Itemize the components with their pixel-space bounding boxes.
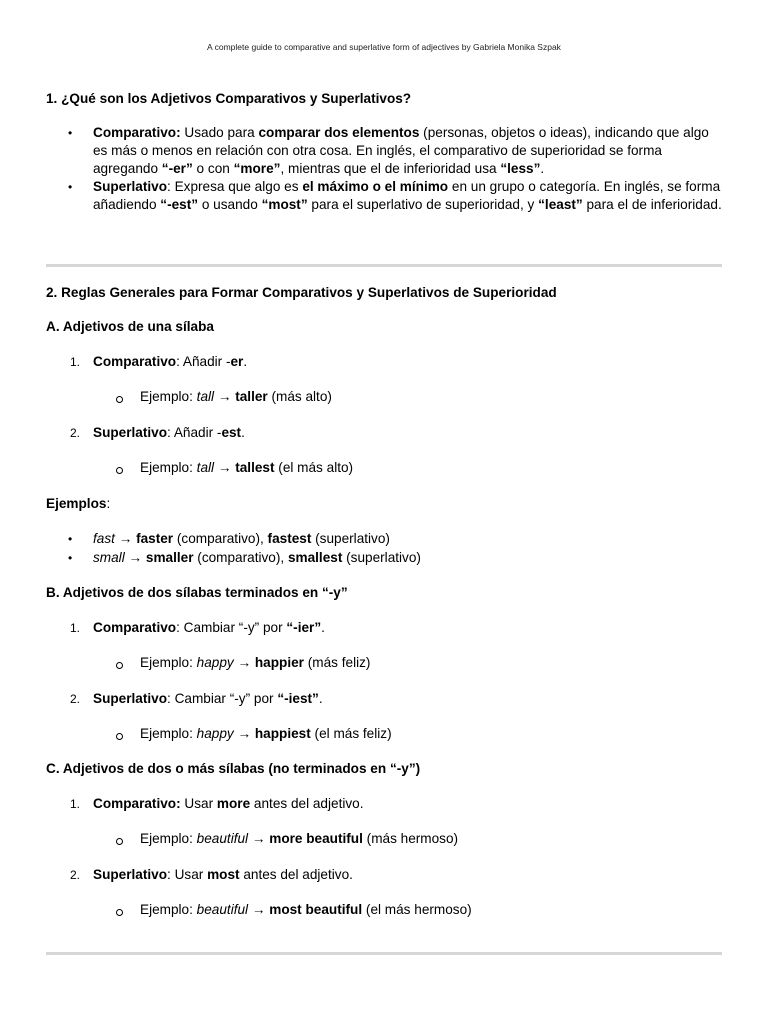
page-header: A complete guide to comparative and superlative form of adjectives by Gabriela Monika Szpak — [207, 42, 561, 52]
list-number: 2. — [70, 692, 81, 706]
rule-b-comparativo: Comparativo: Cambiar “-y” por “-ier”. — [93, 620, 325, 635]
horizontal-divider — [46, 952, 722, 955]
example-a-superlativo: Ejemplo: tall → tallest (el más alto) — [140, 460, 354, 475]
circle-bullet-icon — [116, 909, 123, 916]
rule-b-superlativo: Superlativo: Cambiar “-y” por “-iest”. — [93, 691, 323, 706]
list-number: 2. — [70, 868, 81, 882]
example-b-comparativo: Ejemplo: happy → happier (más feliz) — [140, 655, 371, 670]
circle-bullet-icon — [116, 838, 123, 845]
section-2-title: 2. Reglas Generales para Formar Comparativos y Superlativos de Superioridad — [46, 285, 557, 300]
example-b-superlativo: Ejemplo: happy → happiest (el más feliz) — [140, 726, 392, 741]
circle-bullet-icon — [116, 733, 123, 740]
circle-bullet-icon — [116, 662, 123, 669]
rule-c-superlativo: Superlativo: Usar most antes del adjetivo. — [93, 867, 353, 882]
subsection-c-title: C. Adjetivos de dos o más sílabas (no terminados en “-y”) — [46, 761, 421, 776]
list-number: 1. — [70, 621, 81, 635]
example-a-comparativo: Ejemplo: tall → taller (más alto) — [140, 389, 332, 404]
list-item-comparativo: • Comparativo: Usado para comparar dos elementos (personas, objetos o ideas), indicando que algo es más o menos en relación con otra cosa. En inglés, el comparativo de superioridad se forma agregando “-er” o con “more”, mientras que el de inferioridad usa “less”. — [93, 124, 723, 178]
list-number: 1. — [70, 355, 81, 369]
list-number: 2. — [70, 426, 81, 440]
circle-bullet-icon — [116, 396, 123, 403]
example-c-superlativo: Ejemplo: beautiful → most beautiful (el más hermoso) — [140, 902, 472, 917]
rule-a-comparativo: Comparativo: Añadir -er. — [93, 354, 248, 369]
list-item-small: • small → smaller (comparativo), smallest (superlativo) — [93, 549, 421, 567]
list-item-superlativo: • Superlativo: Expresa que algo es el máximo o el mínimo en un grupo o categoría. En inglés, se forma añadiendo “-est” o usando “most” para el superlativo de superioridad, y “least” para el de inferioridad. — [93, 178, 723, 214]
horizontal-divider — [46, 264, 722, 267]
list-item-fast: • fast → faster (comparativo), fastest (superlativo) — [93, 530, 390, 548]
rule-c-comparativo: Comparativo: Usar more antes del adjetivo. — [93, 796, 364, 811]
rule-a-superlativo: Superlativo: Añadir -est. — [93, 425, 245, 440]
ejemplos-label: Ejemplos: — [46, 496, 111, 511]
subsection-a-title: A. Adjetivos de una sílaba — [46, 319, 214, 334]
subsection-b-title: B. Adjetivos de dos sílabas terminados en “-y” — [46, 585, 348, 600]
section-1-title: 1. ¿Qué son los Adjetivos Comparativos y Superlativos? — [46, 91, 412, 106]
circle-bullet-icon — [116, 467, 123, 474]
list-number: 1. — [70, 797, 81, 811]
example-c-comparativo: Ejemplo: beautiful → more beautiful (más hermoso) — [140, 831, 459, 846]
